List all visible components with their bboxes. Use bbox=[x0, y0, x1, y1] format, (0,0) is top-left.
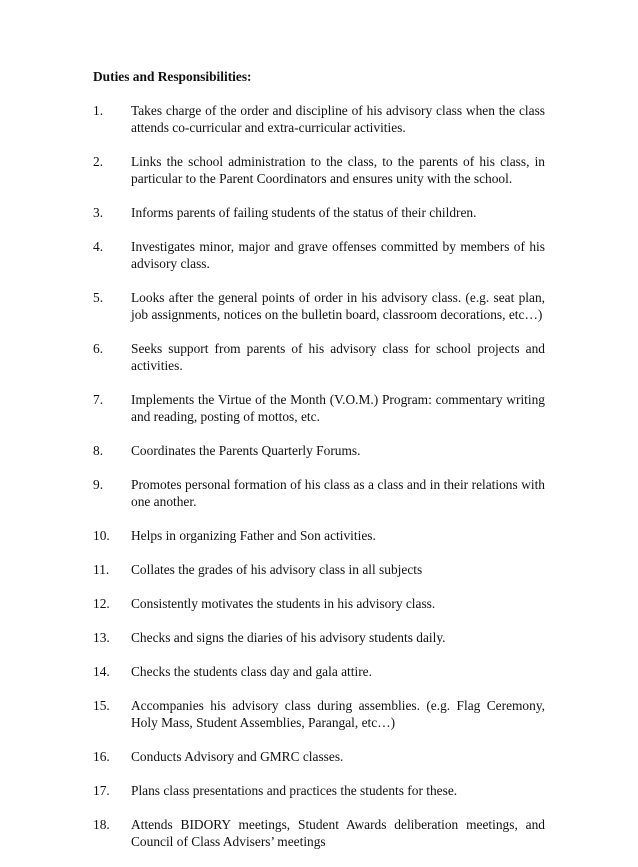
list-item bbox=[93, 391, 545, 425]
list-item bbox=[93, 561, 545, 578]
item-text: Helps in organizing Father and Son activities. bbox=[131, 528, 376, 543]
item-text: Promotes personal formation of his class as a class and in their relations with one another. bbox=[131, 477, 545, 509]
duties-list bbox=[93, 102, 545, 850]
list-item bbox=[93, 204, 545, 221]
list-item bbox=[93, 476, 545, 510]
item-number: 11. bbox=[93, 562, 110, 577]
item-number: 1. bbox=[93, 103, 104, 118]
item-number: 3. bbox=[93, 205, 104, 220]
item-text: Looks after the general points of order in his advisory class. (e.g. seat plan, job assignments, notices on the bulletin board, classroom decorations, etc…) bbox=[131, 290, 545, 322]
list-item bbox=[93, 153, 545, 187]
item-text: Implements the Virtue of the Month (V.O.M.) Program: commentary writing and reading, posting of mottos, etc. bbox=[131, 392, 545, 424]
list-item bbox=[93, 442, 545, 459]
item-text: Coordinates the Parents Quarterly Forums. bbox=[131, 443, 361, 458]
list-item bbox=[93, 816, 545, 850]
item-text: Investigates minor, major and grave offenses committed by members of his advisory class. bbox=[131, 239, 545, 271]
item-text: Consistently motivates the students in his advisory class. bbox=[131, 596, 436, 611]
list-item bbox=[93, 238, 545, 272]
item-number: 8. bbox=[93, 443, 104, 458]
list-item bbox=[93, 527, 545, 544]
list-item bbox=[93, 782, 545, 799]
item-text: Seeks support from parents of his advisory class for school projects and activities. bbox=[131, 341, 545, 373]
list-item bbox=[93, 102, 545, 136]
item-number: 18. bbox=[93, 817, 110, 832]
item-number: 5. bbox=[93, 290, 104, 305]
item-text: Links the school administration to the class, to the parents of his class, in particular to the Parent Coordinators and ensures unity with the school. bbox=[131, 154, 545, 186]
item-number: 9. bbox=[93, 477, 104, 492]
item-text: Plans class presentations and practices the students for these. bbox=[131, 783, 458, 798]
item-text: Attends BIDORY meetings, Student Awards deliberation meetings, and Council of Class Advisers’ meetings bbox=[131, 817, 545, 849]
item-text: Checks and signs the diaries of his advisory students daily. bbox=[131, 630, 446, 645]
item-number: 10. bbox=[93, 528, 110, 543]
list-item bbox=[93, 748, 545, 765]
list-item bbox=[93, 289, 545, 323]
item-number: 14. bbox=[93, 664, 110, 679]
item-number: 12. bbox=[93, 596, 110, 611]
document-page bbox=[93, 68, 545, 867]
list-item bbox=[93, 663, 545, 680]
item-text: Conducts Advisory and GMRC classes. bbox=[131, 749, 344, 764]
item-number: 2. bbox=[93, 154, 104, 169]
list-item bbox=[93, 340, 545, 374]
list-item bbox=[93, 697, 545, 731]
item-number: 7. bbox=[93, 392, 104, 407]
section-heading: Duties and Responsibilities: bbox=[93, 69, 252, 84]
item-number: 17. bbox=[93, 783, 110, 798]
item-number: 6. bbox=[93, 341, 104, 356]
item-text: Checks the students class day and gala attire. bbox=[131, 664, 372, 679]
list-item bbox=[93, 629, 545, 646]
item-number: 15. bbox=[93, 698, 110, 713]
item-number: 4. bbox=[93, 239, 104, 254]
list-item bbox=[93, 595, 545, 612]
item-text: Informs parents of failing students of the status of their children. bbox=[131, 205, 477, 220]
item-number: 13. bbox=[93, 630, 110, 645]
item-text: Collates the grades of his advisory class in all subjects bbox=[131, 562, 423, 577]
item-text: Takes charge of the order and discipline of his advisory class when the class attends co-curricular and extra-curricular activities. bbox=[131, 103, 545, 135]
item-text: Accompanies his advisory class during assemblies. (e.g. Flag Ceremony, Holy Mass, Student Assemblies, Parangal, etc…) bbox=[131, 698, 545, 730]
item-number: 16. bbox=[93, 749, 110, 764]
